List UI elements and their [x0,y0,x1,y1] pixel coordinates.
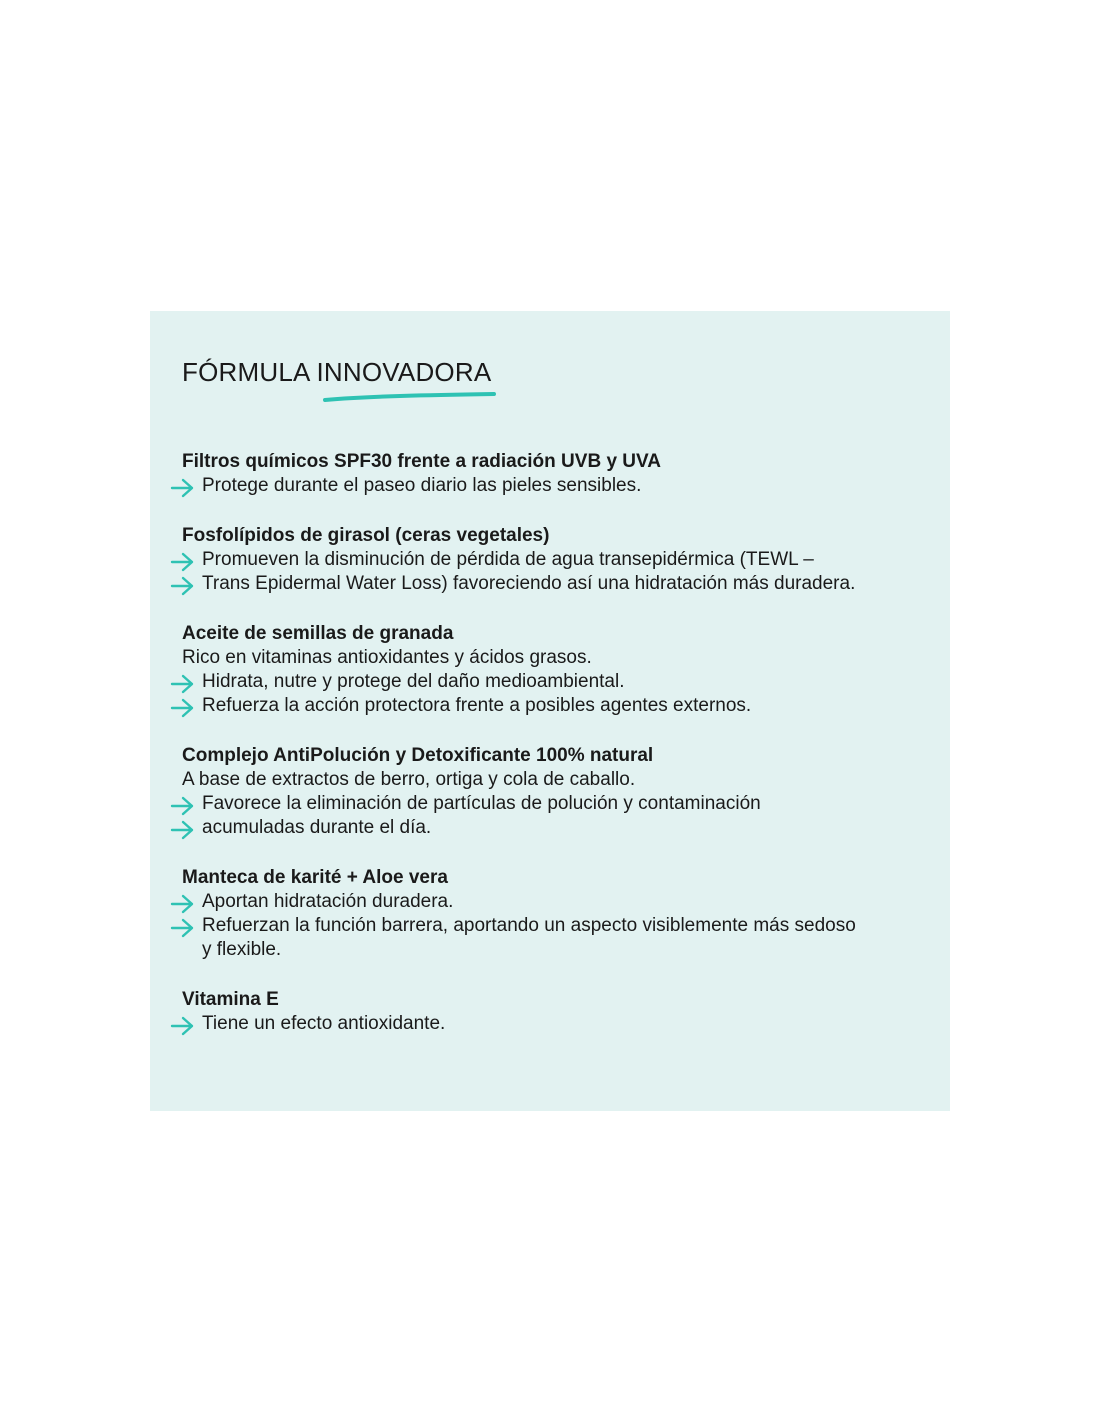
line-text: Aportan hidratación duradera. [202,891,454,912]
line-text: A base de extractos de berro, ortiga y cola de caballo. [182,769,636,790]
arrow-right-icon [170,914,202,938]
card-title: FÓRMULA INNOVADORA [182,357,492,387]
ingredient-section [170,524,930,596]
line-text: y flexible. [202,939,282,960]
line-text: Protege durante el paseo diario las pieles sensibles. [202,475,642,496]
arrow-right-icon [170,548,202,572]
line-text: Refuerza la acción protectora frente a posibles agentes externos. [202,695,752,716]
section-line [170,670,930,694]
section-heading: Vitamina E [182,989,279,1010]
arrow-right-icon [170,1012,202,1036]
arrow-right-icon [170,694,202,718]
section-heading: Fosfolípidos de girasol (ceras vegetales) [182,525,550,546]
section-line [170,792,930,816]
line-text: Promueven la disminución de pérdida de agua transepidérmica (TEWL – [202,549,814,570]
line-text: Rico en vitaminas antioxidantes y ácidos grasos. [182,647,592,668]
ingredient-sections [170,450,930,1062]
section-heading: Filtros químicos SPF30 frente a radiación UVB y UVA [182,451,661,472]
line-text: Hidrata, nutre y protege del daño medioambiental. [202,671,625,692]
section-line [170,914,930,938]
section-line [170,890,930,914]
section-line [170,646,930,670]
line-text: Tiene un efecto antioxidante. [202,1013,446,1034]
arrow-right-icon [170,670,202,694]
line-text: Refuerzan la función barrera, aportando un aspecto visiblemente más sedoso [202,915,856,936]
arrow-right-icon [170,792,202,816]
formula-card [150,311,950,1111]
title-underline [322,389,498,405]
ingredient-section [170,744,930,840]
arrow-right-icon [170,474,202,498]
ingredient-section [170,988,930,1036]
section-heading: Manteca de karité + Aloe vera [182,867,448,888]
ingredient-section [170,450,930,498]
line-text: acumuladas durante el día. [202,817,432,838]
section-heading: Complejo AntiPolución y Detoxificante 100% natural [182,745,654,766]
section-line [170,572,930,596]
arrow-right-icon [170,816,202,840]
section-line [170,938,930,962]
arrow-right-icon [170,572,202,596]
line-text: Favorece la eliminación de partículas de polución y contaminación [202,793,761,814]
section-line [170,768,930,792]
line-text: Trans Epidermal Water Loss) favoreciendo así una hidratación más duradera. [202,573,856,594]
section-line [170,1012,930,1036]
arrow-right-icon [170,890,202,914]
ingredient-section [170,622,930,718]
ingredient-section [170,866,930,962]
section-line [170,548,930,572]
section-line [170,474,930,498]
section-heading: Aceite de semillas de granada [182,623,454,644]
section-line [170,694,930,718]
section-line [170,816,930,840]
